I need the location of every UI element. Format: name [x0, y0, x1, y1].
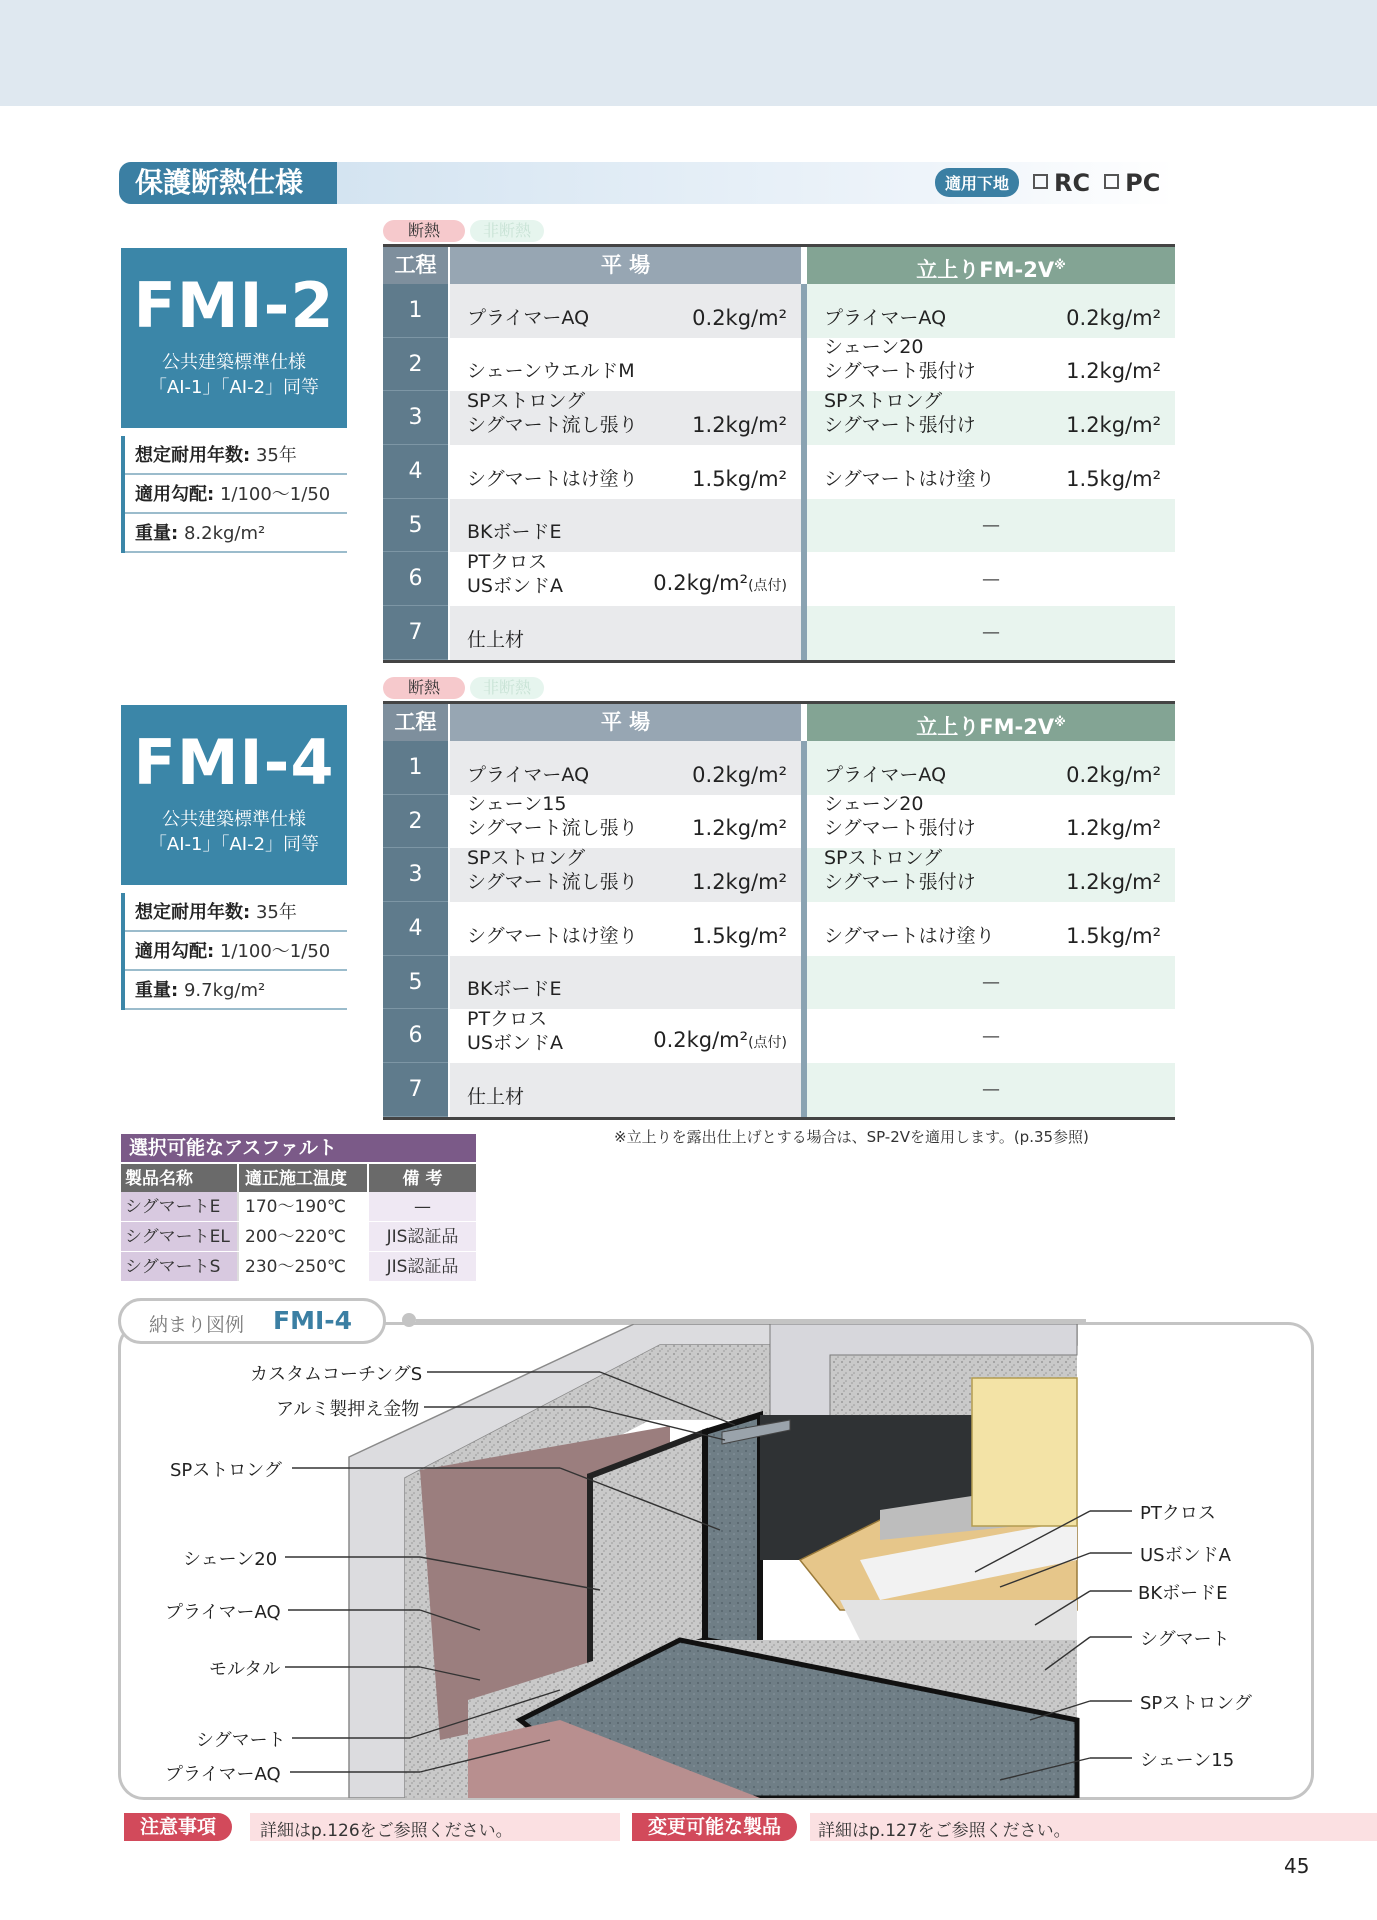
rise-cell [801, 391, 1175, 445]
table-header [383, 701, 1175, 741]
cell-remarks: JIS認証品 [367, 1252, 476, 1281]
cell-product: シグマートEL [121, 1222, 237, 1251]
spec-weight: 重量: 9.7kg/m² [125, 971, 347, 1010]
cell-remarks: JIS認証品 [367, 1222, 476, 1251]
rise-cell [801, 1009, 1175, 1063]
rise-amount: 1.2kg/m² [1066, 413, 1161, 438]
flat-cell [448, 848, 801, 902]
label-aluminum-fastener: アルミ製押え金物 [276, 1399, 420, 1420]
spec-card-fmi-2 [121, 248, 347, 428]
step-number: 1 [383, 741, 448, 795]
cell-temperature: 170〜190℃ [237, 1192, 367, 1221]
col-rise: 立上りFM-2V※ [801, 704, 1175, 741]
tag-insulated: 断熱 [383, 220, 465, 242]
flat-material: プライマーAQ [467, 306, 590, 329]
cell-temperature: 200〜220℃ [237, 1222, 367, 1251]
section-title: 保護断熱仕様 [119, 162, 337, 204]
rise-material: — [982, 1025, 1000, 1047]
rise-material: SPストロング シグマート張付け [824, 847, 976, 894]
label-pt-cloth: PTクロス [1140, 1503, 1216, 1524]
flat-cell [448, 902, 801, 956]
col-step: 工程 [383, 704, 448, 741]
col-remarks: 備 考 [367, 1164, 476, 1192]
spec-info-fmi-4 [121, 893, 347, 1010]
flat-material: SPストロング シグマート流し張り [467, 847, 638, 894]
flat-amount: 1.5kg/m² [692, 466, 787, 491]
rise-material: シグマートはけ塗り [824, 467, 995, 490]
spec-code: FMI-2 [133, 269, 335, 342]
spec-life: 想定耐用年数: 35年 [125, 436, 347, 475]
rise-cell [801, 284, 1175, 338]
flat-cell [448, 338, 801, 392]
tag-non-insulated: 非断熱 [470, 220, 544, 242]
rise-cell [801, 606, 1175, 660]
flat-cell [448, 741, 801, 795]
spec-slope: 適用勾配: 1/100〜1/50 [125, 475, 347, 514]
asphalt-title: 選択可能なアスファルト [121, 1134, 476, 1162]
step-number: 6 [383, 1009, 448, 1063]
step-number: 4 [383, 445, 448, 499]
flat-note: (点付) [748, 578, 787, 595]
rise-cell [801, 338, 1175, 392]
rise-cell [801, 902, 1175, 956]
spec-weight: 重量: 8.2kg/m² [125, 514, 347, 553]
step-number: 2 [383, 795, 448, 849]
spec-slope: 適用勾配: 1/100〜1/50 [125, 932, 347, 971]
step-number: 6 [383, 552, 448, 606]
flat-material: PTクロス USボンドA [467, 551, 563, 598]
change-label: 変更可能な製品 [632, 1813, 797, 1841]
flat-amount: 1.2kg/m² [692, 870, 787, 895]
flat-material: PTクロス USボンドA [467, 1008, 563, 1055]
spec-info-fmi-2 [121, 436, 347, 553]
table-row [383, 606, 1175, 660]
footnote: ※立上りを露出仕上げとする場合は、SP-2Vを適用します。(p.35参照) [614, 1128, 1089, 1146]
figure-tab-code: FMI-4 [273, 1306, 353, 1335]
rise-material: プライマーAQ [824, 763, 947, 786]
flat-cell [448, 499, 801, 553]
spec-standard: 公共建築標準仕様 [162, 809, 306, 830]
rise-material: シグマートはけ塗り [824, 924, 995, 947]
step-number: 5 [383, 499, 448, 553]
rise-cell [801, 795, 1175, 849]
checkbox-icon [1104, 174, 1119, 189]
rise-amount: 0.2kg/m² [1066, 762, 1161, 787]
label-sigmart-right: シグマート [1140, 1629, 1230, 1650]
flat-material: シグマートはけ塗り [467, 467, 638, 490]
base-option-rc [1033, 169, 1090, 197]
flat-material: 仕上材 [467, 628, 525, 651]
rise-material: プライマーAQ [824, 306, 947, 329]
spec-card-fmi-4 [121, 705, 347, 885]
caution-text: 詳細はp.126をご参照ください。 [260, 1821, 513, 1841]
flat-amount: 0.2kg/m²(点付) [653, 1028, 787, 1053]
flat-cell [448, 956, 801, 1010]
spec-code: FMI-4 [133, 726, 335, 799]
rise-cell [801, 956, 1175, 1010]
spec-equivalent: 「AI-1」「AI-2」同等 [148, 377, 320, 398]
cell-remarks: — [367, 1192, 476, 1221]
step-number: 7 [383, 606, 448, 660]
rise-material: シェーン20 シグマート張付け [824, 793, 976, 840]
col-flat: 平 場 [448, 704, 801, 741]
flat-cell [448, 1009, 801, 1063]
base-option-pc [1104, 169, 1160, 197]
step-number: 7 [383, 1063, 448, 1117]
rise-cell [801, 1063, 1175, 1117]
rise-material: — [982, 1079, 1000, 1101]
flat-cell [448, 284, 801, 338]
flat-material: BKボードE [467, 521, 562, 544]
flat-material: SPストロング シグマート流し張り [467, 390, 638, 437]
table-row [121, 1222, 476, 1252]
table-row [383, 284, 1175, 338]
flat-cell [448, 1063, 801, 1117]
rise-material: — [982, 568, 1000, 590]
table-row [383, 956, 1175, 1010]
flat-amount: 1.2kg/m² [692, 816, 787, 841]
col-product: 製品名称 [125, 1169, 193, 1189]
label-sp-strong-right: SPストロング [1140, 1693, 1252, 1714]
table-row [383, 795, 1175, 849]
flat-amount: 0.2kg/m²(点付) [653, 571, 787, 596]
flat-material: シグマートはけ塗り [467, 924, 638, 947]
label-sigmart: シグマート [196, 1730, 286, 1751]
spec-standard: 公共建築標準仕様 [162, 352, 306, 373]
table-row [121, 1252, 476, 1282]
flat-amount: 1.5kg/m² [692, 923, 787, 948]
col-temperature: 適正施工温度 [237, 1164, 367, 1192]
flat-material: BKボードE [467, 978, 562, 1001]
label-us-bond-a: USボンドA [1140, 1545, 1231, 1566]
base-option-rc-label: RC [1054, 168, 1091, 197]
rise-amount: 1.2kg/m² [1066, 359, 1161, 384]
process-table-fmi-2 [383, 244, 1175, 663]
asphalt-table [121, 1134, 476, 1282]
spec-equivalent: 「AI-1」「AI-2」同等 [148, 834, 320, 855]
table-row [383, 338, 1175, 392]
flat-amount: 0.2kg/m² [692, 305, 787, 330]
cell-product: シグマートS [121, 1252, 237, 1281]
rise-material: — [982, 515, 1000, 537]
rise-amount: 1.2kg/m² [1066, 870, 1161, 895]
col-step: 工程 [383, 247, 448, 284]
rise-material: シェーン20 シグマート張付け [824, 336, 976, 383]
figure-tab-label: 納まり図例 [149, 1314, 245, 1336]
step-number: 4 [383, 902, 448, 956]
step-number: 2 [383, 338, 448, 392]
flat-material: プライマーAQ [467, 763, 590, 786]
asphalt-header [121, 1162, 476, 1192]
table-body [383, 284, 1175, 660]
rise-cell [801, 848, 1175, 902]
table-header [383, 244, 1175, 284]
change-text: 詳細はp.127をご参照ください。 [818, 1821, 1071, 1841]
table-body [383, 741, 1175, 1117]
label-shane-15: シェーン15 [1140, 1750, 1235, 1771]
label-mortar: モルタル [209, 1659, 281, 1680]
top-band [0, 0, 1377, 106]
cell-temperature: 230〜250℃ [237, 1252, 367, 1281]
rise-material: SPストロング シグマート張付け [824, 390, 976, 437]
table-row [383, 1063, 1175, 1117]
table-row [383, 1009, 1175, 1063]
table-row [383, 391, 1175, 445]
caution-label: 注意事項 [124, 1813, 232, 1841]
table-row [383, 499, 1175, 553]
flat-material: シェーン15 シグマート流し張り [467, 793, 638, 840]
flat-material: 仕上材 [467, 1085, 525, 1108]
label-bk-board-e: BKボードE [1138, 1583, 1228, 1604]
label-custom-coating: カスタムコーチングS [250, 1364, 423, 1385]
checkbox-icon [1033, 174, 1048, 189]
table-row [121, 1192, 476, 1222]
table-rule [383, 660, 1175, 663]
rise-amount: 1.5kg/m² [1066, 923, 1161, 948]
flat-note: (点付) [748, 1035, 787, 1052]
flat-cell [448, 391, 801, 445]
rise-cell [801, 741, 1175, 795]
label-sp-strong: SPストロング [170, 1460, 282, 1481]
spec-life: 想定耐用年数: 35年 [125, 893, 347, 932]
base-selector [935, 168, 1160, 197]
rise-cell [801, 499, 1175, 553]
rise-cell [801, 552, 1175, 606]
rise-amount: 1.5kg/m² [1066, 466, 1161, 491]
tag-non-insulated: 非断熱 [470, 677, 544, 699]
table-row [383, 741, 1175, 795]
table-row [383, 552, 1175, 606]
rise-material: — [982, 972, 1000, 994]
table-row [383, 848, 1175, 902]
flat-amount: 1.2kg/m² [692, 413, 787, 438]
figure-rule [416, 1319, 1086, 1322]
flat-amount: 0.2kg/m² [692, 762, 787, 787]
cell-product: シグマートE [121, 1192, 237, 1221]
page-number: 45 [1284, 1854, 1310, 1878]
step-number: 3 [383, 848, 448, 902]
label-primer-aq-2: プライマーAQ [165, 1764, 281, 1785]
step-number: 1 [383, 284, 448, 338]
rise-cell [801, 445, 1175, 499]
table-row [383, 445, 1175, 499]
flat-cell [448, 552, 801, 606]
col-flat: 平 場 [448, 247, 801, 284]
step-number: 3 [383, 391, 448, 445]
rise-material: — [982, 622, 1000, 644]
flat-material: シェーンウエルドM [467, 360, 635, 383]
flat-cell [448, 795, 801, 849]
label-shane-20: シェーン20 [183, 1549, 278, 1570]
base-label: 適用下地 [935, 168, 1019, 197]
step-number: 5 [383, 956, 448, 1010]
rise-amount: 1.2kg/m² [1066, 816, 1161, 841]
label-primer-aq: プライマーAQ [165, 1602, 281, 1623]
flat-cell [448, 445, 801, 499]
table-row [383, 902, 1175, 956]
flat-cell [448, 606, 801, 660]
col-rise: 立上りFM-2V※ [801, 247, 1175, 284]
tag-insulated: 断熱 [383, 677, 465, 699]
process-table-fmi-4 [383, 701, 1175, 1120]
base-option-pc-label: PC [1125, 168, 1161, 197]
table-rule [383, 1117, 1175, 1120]
rise-amount: 0.2kg/m² [1066, 305, 1161, 330]
